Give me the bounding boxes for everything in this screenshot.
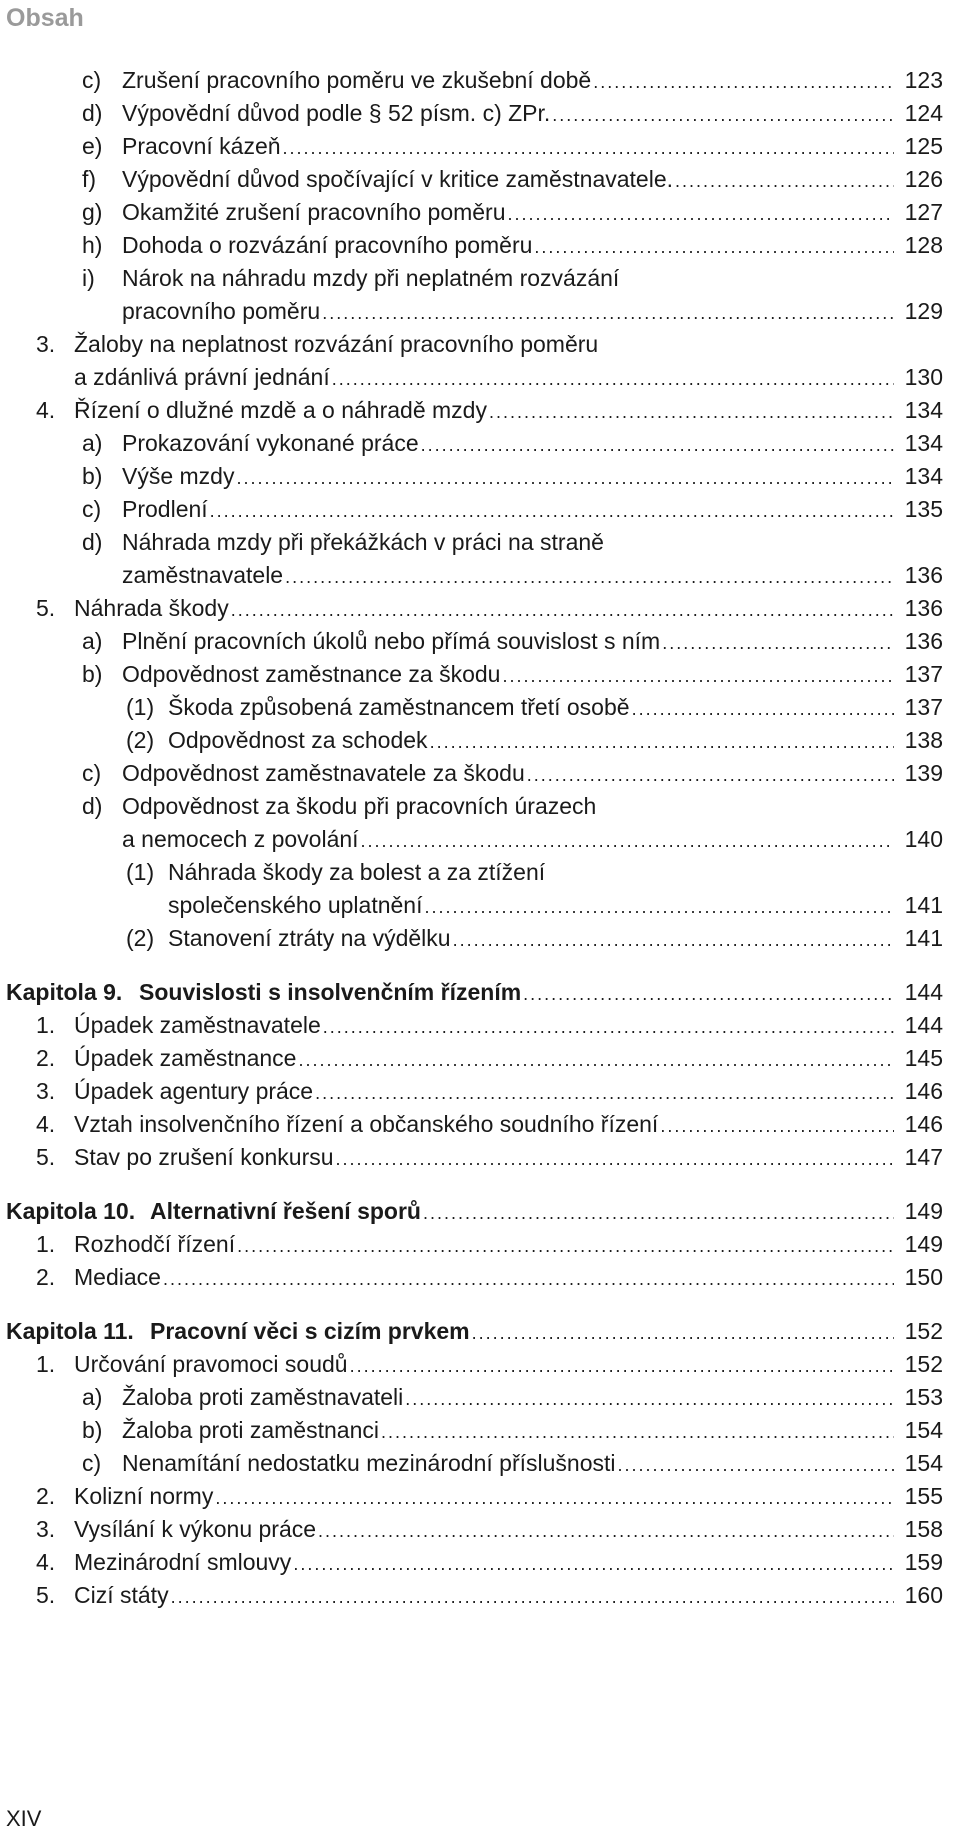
toc-entry-title: Pracovní kázeň	[122, 133, 281, 159]
toc-entry-title: Stav po zrušení konkursu	[74, 1144, 334, 1170]
toc-chapter-row	[0, 976, 960, 1008]
toc-entry-title: Souvislosti s insolvenčním řízením	[139, 979, 522, 1005]
toc-entry-row	[0, 658, 960, 690]
dot-leader	[293, 1548, 894, 1580]
toc-entry-row	[0, 361, 960, 393]
toc-entry-row	[0, 922, 960, 954]
dot-leader	[298, 1044, 894, 1076]
dot-leader	[618, 1449, 895, 1481]
toc-entry-title: Výše mzdy	[122, 463, 235, 489]
toc-entry-number: 3.	[36, 1516, 56, 1542]
toc-entry-title: a zdánlivá právní jednání	[74, 364, 330, 390]
dot-leader	[283, 132, 894, 164]
toc-page-number: 141	[904, 925, 943, 951]
toc-entry-title: Prodlení	[122, 496, 208, 522]
toc-entry-row	[0, 1042, 960, 1074]
toc-page-number: 136	[904, 628, 943, 654]
toc-entry-title: společenského uplatnění	[168, 892, 423, 918]
toc-page-number: 127	[904, 199, 943, 225]
toc-entry-row	[0, 1108, 960, 1140]
toc-entry-number: d)	[82, 793, 103, 819]
dot-leader	[285, 561, 894, 593]
toc-entry-row	[0, 856, 960, 888]
toc-page-number: 128	[904, 232, 943, 258]
dot-leader	[424, 891, 894, 923]
toc-entry-row	[0, 130, 960, 162]
toc-entry-title: Plnění pracovních úkolů nebo přímá souvislost s ním	[122, 628, 661, 654]
toc-page-number: 149	[904, 1198, 943, 1224]
toc-entry-row	[0, 394, 960, 426]
toc-entry-number: 5.	[36, 1582, 56, 1608]
toc-page-number: 123	[904, 67, 943, 93]
toc-page-number: 147	[904, 1144, 943, 1170]
dot-leader	[350, 1350, 894, 1382]
toc-entry-row	[0, 1348, 960, 1380]
toc-entry-title: Výpovědní důvod spočívající v kritice zaměstnavatele.	[122, 166, 674, 192]
dot-leader	[489, 396, 894, 428]
toc-entry-title: Alternativní řešení sporů	[150, 1198, 421, 1224]
toc-entry-row	[0, 1075, 960, 1107]
page-number: XIV	[6, 1806, 42, 1831]
toc-entry-number: (1)	[126, 859, 155, 885]
toc-page-number: 130	[904, 364, 943, 390]
dot-leader	[430, 726, 894, 758]
toc-entry-title: Výpovědní důvod podle § 52 písm. c) ZPr.	[122, 100, 551, 126]
toc-entry-title: a nemocech z povolání	[122, 826, 359, 852]
toc-page-number: 144	[904, 979, 943, 1005]
toc-entry-row	[0, 889, 960, 921]
toc-page-number: 136	[904, 595, 943, 621]
toc-entry-row	[0, 724, 960, 756]
toc-entry-title: Vysílání k výkonu práce	[74, 1516, 317, 1542]
toc-page-number: 159	[904, 1549, 943, 1575]
toc-entry-number: c)	[82, 760, 102, 786]
toc-entry-row	[0, 328, 960, 360]
toc-entry-title: Náhrada škody za bolest a za ztížení	[168, 859, 546, 885]
page-title: Obsah	[6, 4, 84, 32]
toc-entry-number: a)	[82, 1384, 103, 1410]
dot-leader	[332, 363, 894, 395]
toc-entry-row	[0, 1141, 960, 1173]
toc-entry-row	[0, 163, 960, 195]
toc-entry-title: Mediace	[74, 1264, 161, 1290]
toc-page-number: 145	[904, 1045, 943, 1071]
dot-leader	[675, 165, 894, 197]
toc-page-number: 140	[904, 826, 943, 852]
dot-leader	[527, 759, 894, 791]
toc-page-number: 153	[904, 1384, 943, 1410]
toc-entry-row	[0, 1228, 960, 1260]
dot-leader	[405, 1383, 894, 1415]
dot-leader	[210, 495, 894, 527]
toc-entry-number: 3.	[36, 1078, 56, 1104]
toc-entry-row	[0, 1447, 960, 1479]
toc-entry-number: e)	[82, 133, 103, 159]
dot-leader	[472, 1317, 894, 1349]
toc-entry-title: Pracovní věci s cizím prvkem	[150, 1318, 470, 1344]
toc-entry-number: g)	[82, 199, 103, 225]
toc-entry-row	[0, 1414, 960, 1446]
toc-entry-number: 1.	[36, 1012, 56, 1038]
toc-entry-row	[0, 1261, 960, 1293]
toc-page-number: 137	[904, 694, 943, 720]
toc-entry-title: Náhrada škody	[74, 595, 229, 621]
toc-entry-number: 5.	[36, 1144, 56, 1170]
toc-entry-row	[0, 1513, 960, 1545]
toc-page-number: 138	[904, 727, 943, 753]
toc-entry-title: Žaloba proti zaměstnavateli	[122, 1384, 404, 1410]
toc-entry-number: Kapitola 10.	[6, 1198, 136, 1224]
toc-entry-number: h)	[82, 232, 103, 258]
toc-page-number: 126	[904, 166, 943, 192]
toc-entry-number: c)	[82, 1450, 102, 1476]
toc-entry-title: Zrušení pracovního poměru ve zkušební době	[122, 67, 592, 93]
toc-entry-row	[0, 757, 960, 789]
toc-entry-title: Žaloby na neplatnost rozvázání pracovního poměru	[74, 331, 599, 357]
dot-leader	[421, 429, 894, 461]
toc-page-number: 124	[904, 100, 943, 126]
dot-leader	[552, 99, 894, 131]
toc-entry-title: Nárok na náhradu mzdy při neplatném rozvázání	[122, 265, 620, 291]
toc-page-number: 136	[904, 562, 943, 588]
toc-page-number: 134	[904, 397, 943, 423]
dot-leader	[534, 231, 894, 263]
toc-entry-number: 4.	[36, 1111, 56, 1137]
toc-entry-number: b)	[82, 463, 103, 489]
toc-entry-number: 3.	[36, 331, 56, 357]
toc-page-number: 150	[904, 1264, 943, 1290]
toc-entry-number: 2.	[36, 1045, 56, 1071]
toc-entry-number: Kapitola 11.	[6, 1318, 134, 1344]
dot-leader	[322, 297, 894, 329]
toc-entry-title: Úpadek zaměstnance	[74, 1045, 297, 1071]
toc-entry-title: Odpovědnost za schodek	[168, 727, 428, 753]
dot-leader	[171, 1581, 894, 1613]
toc-page-number: 135	[904, 496, 943, 522]
toc-entry-number: 1.	[36, 1351, 56, 1377]
toc-entry-number: b)	[82, 661, 103, 687]
toc-entry-number: 4.	[36, 1549, 56, 1575]
toc-entry-row	[0, 196, 960, 228]
toc-entry-number: 1.	[36, 1231, 56, 1257]
toc-entry-title: Rozhodčí řízení	[74, 1231, 236, 1257]
toc-entry-title: Škoda způsobená zaměstnancem třetí osobě	[168, 694, 630, 720]
toc-entry-title: Stanovení ztráty na výdělku	[168, 925, 451, 951]
toc-entry-row	[0, 229, 960, 261]
toc-entry-number: 2.	[36, 1483, 56, 1509]
toc-entry-title: Dohoda o rozvázání pracovního poměru	[122, 232, 533, 258]
toc-entry-title: Odpovědnost zaměstnavatele za škodu	[122, 760, 525, 786]
toc-entry-title: Prokazování vykonané práce	[122, 430, 419, 456]
toc-entry-title: Okamžité zrušení pracovního poměru	[122, 199, 506, 225]
dot-leader	[163, 1263, 894, 1295]
toc-entry-row	[0, 295, 960, 327]
toc-entry-number: Kapitola 9.	[6, 979, 123, 1005]
toc-chapter-row	[0, 1195, 960, 1227]
toc-entry-number: b)	[82, 1417, 103, 1443]
toc-entry-title: Nenamítání nedostatku mezinárodní příslušnosti	[122, 1450, 616, 1476]
toc-page-number: 139	[904, 760, 943, 786]
dot-leader	[660, 1110, 894, 1142]
toc-entry-title: Úpadek zaměstnavatele	[74, 1012, 321, 1038]
toc-entry-row	[0, 823, 960, 855]
toc-page-number: 129	[904, 298, 943, 324]
toc-entry-row	[0, 262, 960, 294]
toc-entry-number: 5.	[36, 595, 56, 621]
toc-page-number: 149	[904, 1231, 943, 1257]
toc-entry-number: 2.	[36, 1264, 56, 1290]
toc-page-number: 152	[904, 1351, 943, 1377]
toc-page-number: 154	[904, 1450, 943, 1476]
toc-entry-row	[0, 1546, 960, 1578]
toc-page-number: 146	[904, 1078, 943, 1104]
dot-leader	[215, 1482, 894, 1514]
toc-page-number: 160	[904, 1582, 943, 1608]
toc-entry-row	[0, 1009, 960, 1041]
toc-entry-title: Vztah insolvenčního řízení a občanského soudního řízení	[74, 1111, 659, 1137]
toc-entry-title: Řízení o dlužné mzdě a o náhradě mzdy	[74, 397, 487, 423]
toc-page-number: 137	[904, 661, 943, 687]
toc-entry-row	[0, 1381, 960, 1413]
dot-leader	[361, 825, 894, 857]
dot-leader	[231, 594, 894, 626]
dot-leader	[318, 1515, 894, 1547]
toc-entry-row	[0, 592, 960, 624]
toc-entry-row	[0, 625, 960, 657]
toc-entry-number: (2)	[126, 925, 155, 951]
toc-entry-row	[0, 1579, 960, 1611]
toc-entry-title: Žaloba proti zaměstnanci	[122, 1417, 379, 1443]
toc-entry-number: 4.	[36, 397, 56, 423]
toc-entry-title: zaměstnavatele	[122, 562, 284, 588]
toc-entry-number: c)	[82, 67, 102, 93]
toc-entry-row	[0, 64, 960, 96]
dot-leader	[453, 924, 894, 956]
toc-entry-row	[0, 1480, 960, 1512]
dot-leader	[523, 978, 894, 1010]
toc-page-number: 154	[904, 1417, 943, 1443]
dot-leader	[236, 462, 894, 494]
toc-entry-title: Určování pravomoci soudů	[74, 1351, 348, 1377]
toc-page-number: 155	[904, 1483, 943, 1509]
toc-entry-title: Odpovědnost zaměstnance za škodu	[122, 661, 501, 687]
toc-entry-row	[0, 460, 960, 492]
toc-entry-number: f)	[82, 166, 97, 192]
dot-leader	[632, 693, 894, 725]
toc-entry-number: i)	[82, 265, 95, 291]
dot-leader	[423, 1197, 894, 1229]
dot-leader	[381, 1416, 894, 1448]
toc-entry-row	[0, 559, 960, 591]
toc-entry-number: a)	[82, 628, 103, 654]
toc-entry-row	[0, 97, 960, 129]
toc-page-number: 134	[904, 430, 943, 456]
dot-leader	[508, 198, 894, 230]
dot-leader	[237, 1230, 894, 1262]
toc-entry-title: pracovního poměru	[122, 298, 321, 324]
dot-leader	[502, 660, 894, 692]
toc-entry-number: d)	[82, 100, 103, 126]
dot-leader	[662, 627, 894, 659]
toc-chapter-row	[0, 1315, 960, 1347]
toc-page-number: 125	[904, 133, 943, 159]
toc-page-number: 144	[904, 1012, 943, 1038]
toc-entry-row	[0, 526, 960, 558]
toc-entry-number: (2)	[126, 727, 155, 753]
toc-page-number: 146	[904, 1111, 943, 1137]
toc-entry-row	[0, 493, 960, 525]
dot-leader	[315, 1077, 894, 1109]
toc-entry-number: c)	[82, 496, 102, 522]
toc-entry-number: d)	[82, 529, 103, 555]
toc-entry-title: Náhrada mzdy při překážkách v práci na straně	[122, 529, 604, 555]
toc-entry-number: a)	[82, 430, 103, 456]
toc-entry-title: Mezinárodní smlouvy	[74, 1549, 292, 1575]
dot-leader	[336, 1143, 894, 1175]
toc-page-number: 134	[904, 463, 943, 489]
toc-page-number: 152	[904, 1318, 943, 1344]
toc-entry-row	[0, 790, 960, 822]
toc-entry-title: Cizí státy	[74, 1582, 169, 1608]
toc-entry-row	[0, 427, 960, 459]
dot-leader	[593, 66, 894, 98]
dot-leader	[323, 1011, 894, 1043]
toc-entry-title: Kolizní normy	[74, 1483, 214, 1509]
toc-entry-title: Odpovědnost za škodu při pracovních úrazech	[122, 793, 597, 819]
toc-page-number: 158	[904, 1516, 943, 1542]
toc-entry-row	[0, 691, 960, 723]
toc-entry-title: Úpadek agentury práce	[74, 1078, 314, 1104]
toc-page-number: 141	[904, 892, 943, 918]
toc-entry-number: (1)	[126, 694, 155, 720]
